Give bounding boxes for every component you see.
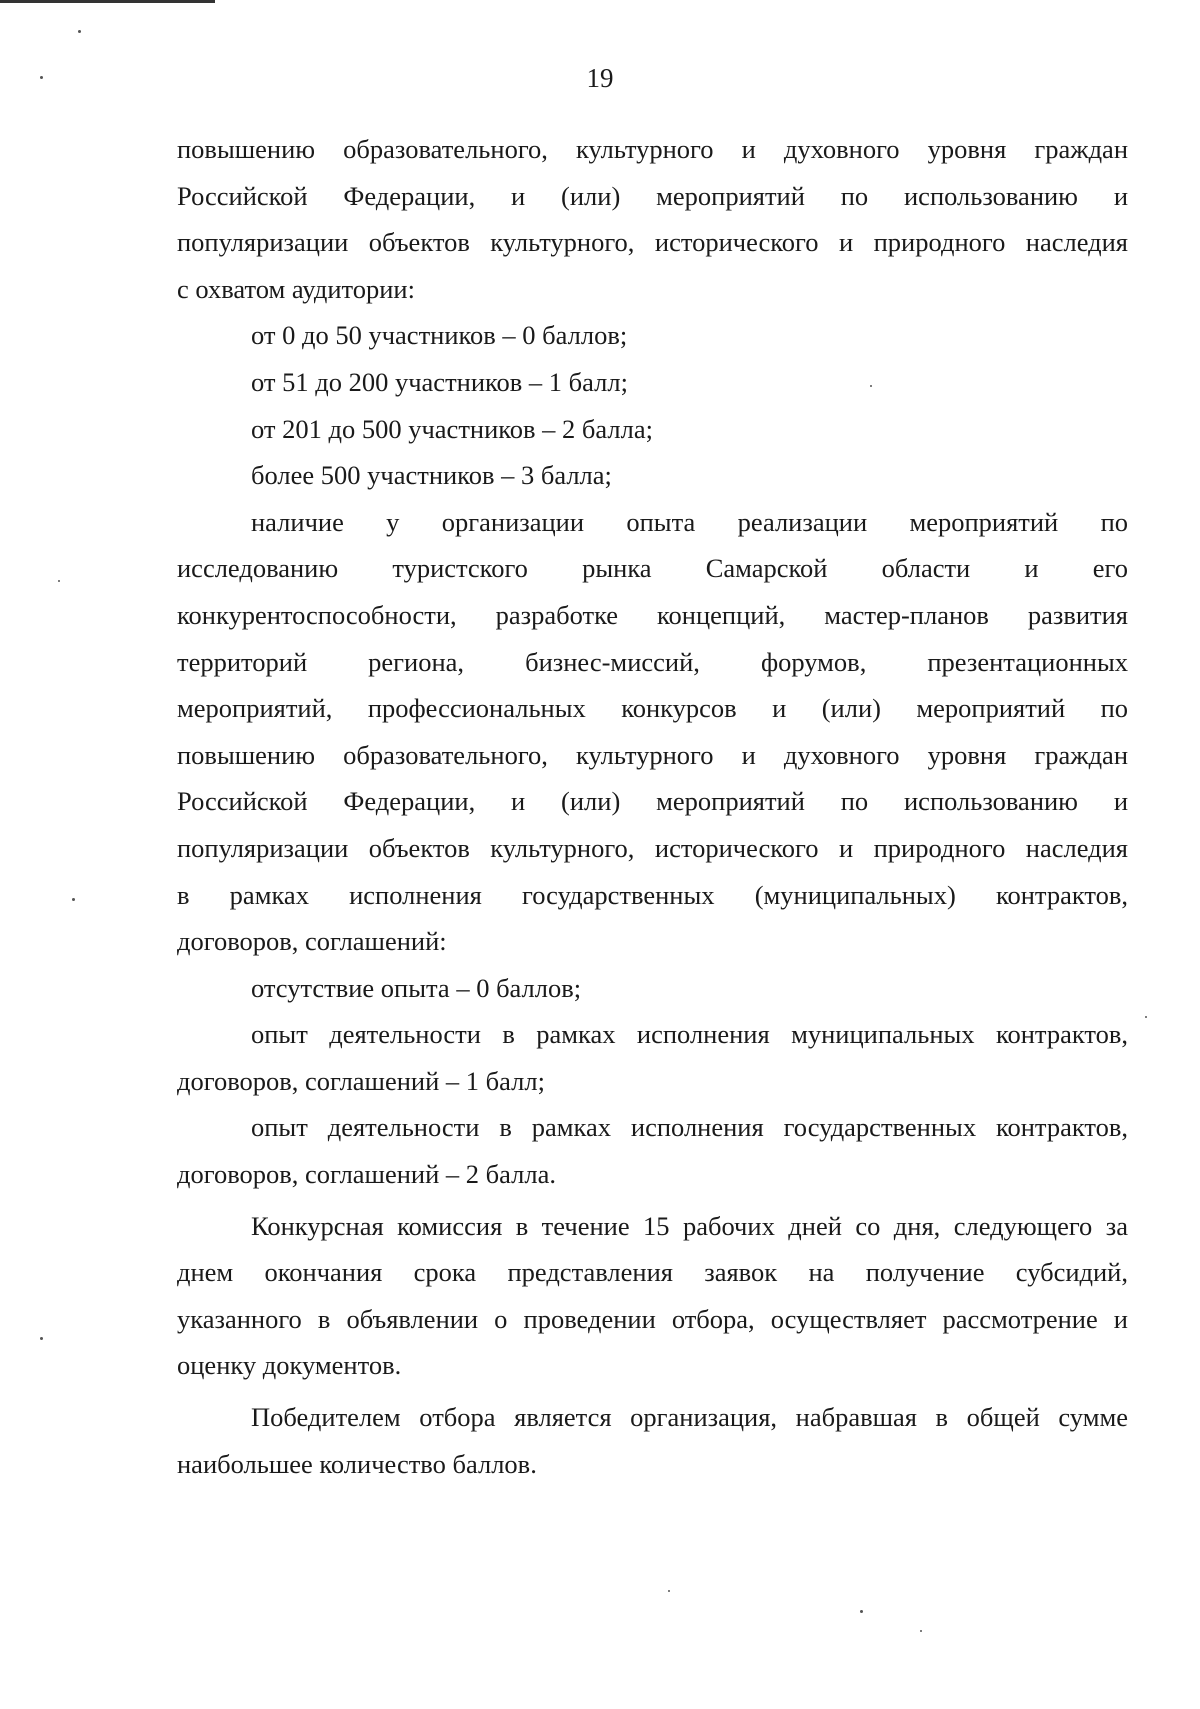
text-line: Победителем отбора является организация, набравшая в общей сумме	[251, 1402, 1128, 1433]
scan-speck	[860, 1610, 863, 1613]
page-number: 19	[586, 63, 614, 93]
list-item: от 0 до 50 участников – 0 баллов;	[251, 320, 628, 351]
text-line: опыт деятельности в рамках исполнения государственных контрактов,	[251, 1112, 1128, 1143]
text-line: с охватом аудитории:	[177, 273, 415, 304]
scan-speck	[72, 898, 75, 901]
text-line: мероприятий, профессиональных конкурсов и (или) мероприятий по	[177, 693, 1128, 724]
text-line: Конкурсная комиссия в течение 15 рабочих дней со дня, следующего за	[251, 1210, 1128, 1241]
scan-edge-line	[0, 0, 215, 3]
paragraph	[177, 312, 1128, 359]
scan-speck	[1145, 1016, 1147, 1018]
text-line: повышению образовательного, культурного и духовного уровня граждан	[177, 739, 1128, 770]
paragraph	[177, 1394, 1128, 1487]
paragraph	[177, 452, 1128, 499]
paragraph	[177, 1203, 1128, 1389]
paragraph	[177, 406, 1128, 453]
text-line: Российской Федерации, и (или) мероприятий по использованию и	[177, 786, 1128, 817]
scan-speck	[78, 30, 81, 33]
list-item: отсутствие опыта – 0 баллов;	[251, 972, 582, 1003]
scan-speck	[58, 580, 60, 582]
list-item: более 500 участников – 3 балла;	[251, 460, 612, 491]
text-line: оценку документов.	[177, 1350, 402, 1381]
document-body	[177, 126, 1128, 1487]
text-line: договоров, соглашений – 1 балл;	[177, 1065, 545, 1096]
list-item: от 201 до 500 участников – 2 балла;	[251, 413, 653, 444]
scan-speck	[870, 385, 872, 387]
text-line: исследованию туристского рынка Самарской области и его	[177, 553, 1128, 584]
text-line: Российской Федерации, и (или) мероприятий по использованию и	[177, 180, 1128, 211]
text-line: повышению образовательного, культурного и духовного уровня граждан	[177, 134, 1128, 164]
paragraph	[177, 126, 1128, 312]
text-line: наибольшее количество баллов.	[177, 1448, 537, 1479]
text-line: опыт деятельности в рамках исполнения муниципальных контрактов,	[251, 1019, 1128, 1050]
paragraph	[177, 359, 1128, 406]
text-line: наличие у организации опыта реализации мероприятий по	[251, 506, 1128, 537]
scan-speck	[920, 1630, 922, 1632]
scan-speck	[40, 76, 43, 79]
text-line: популяризации объектов культурного, исторического и природного наследия	[177, 832, 1128, 863]
text-line: в рамках исполнения государственных (муниципальных) контрактов,	[177, 879, 1128, 910]
list-item: от 51 до 200 участников – 1 балл;	[251, 366, 628, 397]
text-line: днем окончания срока представления заявок на получение субсидий,	[177, 1257, 1128, 1288]
paragraph	[177, 1011, 1128, 1104]
paragraph	[177, 965, 1128, 1012]
paragraph	[177, 499, 1128, 965]
text-line: договоров, соглашений:	[177, 926, 447, 957]
text-line: популяризации объектов культурного, исторического и природного наследия	[177, 227, 1128, 258]
text-line: территорий региона, бизнес-миссий, форумов, презентационных	[177, 646, 1128, 677]
text-line: конкурентоспособности, разработке концепций, мастер-планов развития	[177, 599, 1128, 630]
scan-speck	[668, 1590, 670, 1592]
text-line: указанного в объявлении о проведении отбора, осуществляет рассмотрение и	[177, 1303, 1128, 1334]
paragraph	[177, 1104, 1128, 1197]
text-line: договоров, соглашений – 2 балла.	[177, 1159, 556, 1190]
scan-speck	[40, 1337, 43, 1340]
